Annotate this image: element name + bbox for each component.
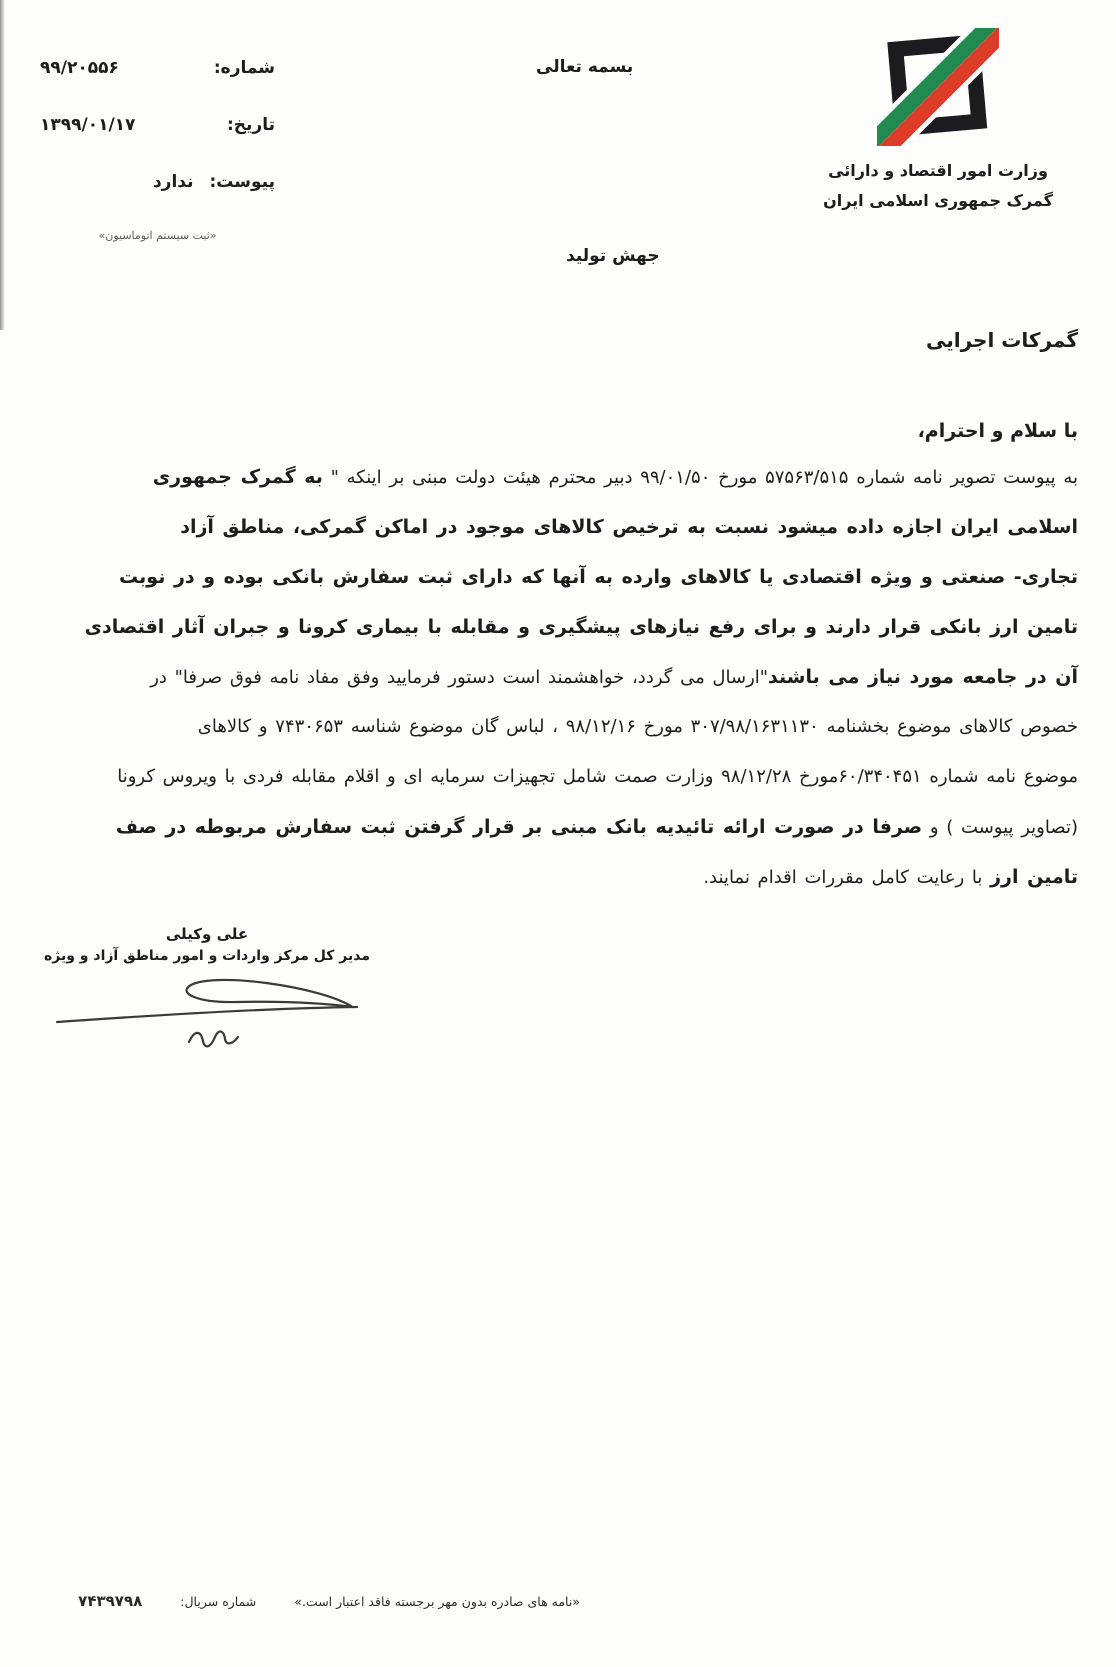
body-text-line: تامین ارز بانکی قرار دارند و برای رفع نیازهای پیشگیری و مقابله با بیماری کرونا و جبران آثار اقتصادی: [84, 616, 1078, 638]
body-text-line: موضوع نامه شماره ۶۰/۳۴۰۴۵۱مورخ ۹۸/۱۲/۲۸ وزارت صمت شامل تجهیزات سرمایه ای و اقلام مقابله فردی با ویروس کرونا: [117, 766, 1078, 787]
footer-validity-note: «نامه های صادره بدون مهر برجسته فاقد اعتبار است.»: [294, 1594, 580, 1609]
automation-registry-note: «ثبت سیستم اتوماسیون»: [98, 229, 217, 242]
letter-number-label: شماره:: [213, 58, 275, 78]
footer-row: [40, 1592, 580, 1610]
besmele-heading: بسمه تعالی: [536, 57, 634, 77]
signature-block: [42, 925, 372, 1062]
letter-number-value: ۹۹/۲۰۵۵۶: [40, 58, 119, 78]
signer-name: علی وکیلی: [165, 925, 249, 943]
body-text-line: آن در جامعه مورد نیاز می باشند"ارسال می گردد، خواهشمند است دستور فرمایید وفق مفاد نامه فوق صرفا" در: [150, 666, 1078, 688]
body-text-line: خصوص کالاهای موضوع بخشنامه ۳۰۷/۹۸/۱۶۳۱۱۳۰ مورخ ۹۸/۱۲/۱۶ ، لباس گان موضوع شناسه ۷۴۳۰۶۵۳ و کالاهای: [197, 716, 1078, 737]
organization-block: [788, 28, 1088, 216]
letter-number-row: [40, 58, 275, 78]
handwritten-signature: [47, 966, 367, 1058]
iran-customs-logo-icon: [877, 28, 999, 146]
body-text-line: تامین ارز با رعایت کامل مقررات اقدام نمایند.: [703, 866, 1078, 888]
letter-date-value: ۱۳۹۹/۰۱/۱۷: [40, 115, 136, 135]
signer-title: مدیر کل مرکز واردات و امور مناطق آزاد و ویژه: [44, 948, 370, 964]
letter-addressee: گمرکات اجرایی: [926, 328, 1078, 352]
letter-date-label: تاریخ:: [227, 115, 275, 135]
letter-date-row: [40, 115, 275, 135]
serial-number-value: ۷۴۳۹۷۹۸: [78, 1592, 143, 1610]
body-text-line: اسلامی ایران اجازه داده میشود نسبت به ترخیص کالاهای موجود در اماکن گمرکی، مناطق آزاد: [180, 516, 1078, 538]
body-text-line: (تصاویر پیوست ) و صرفا در صورت ارائه تائیدیه بانک مبنی بر قرار گرفتن ثبت سفارش مربوطه در صف: [115, 816, 1078, 838]
letter-attachment-value: ندارد: [152, 172, 194, 192]
letter-meta-block: [40, 58, 275, 242]
letter-body: [34, 452, 1078, 902]
serial-number-label: شماره سریال:: [180, 1594, 257, 1609]
body-text-line: به پیوست تصویر نامه شماره ۵۷۵۶۳/۵۱۵ مورخ ۹۹/۰۱/۵۰ دبیر محترم هیئت دولت مبنی بر اینکه " به گمرک جمهوری: [152, 466, 1078, 488]
letter-attachment-row: [40, 172, 275, 192]
customs-name: گمرک جمهوری اسلامی ایران: [823, 191, 1053, 210]
scan-edge-artifact: [0, 0, 5, 330]
letter-salutation: با سلام و احترام،: [917, 420, 1078, 442]
year-slogan: جهش تولید: [566, 246, 660, 266]
letter-attachment-label: پیوست:: [209, 172, 275, 192]
body-text-line: تجاری- صنعتی و ویژه اقتصادی یا کالاهای وارده به آنها که دارای ثبت سفارش بانکی بوده و در نوبت: [119, 566, 1078, 588]
ministry-name: وزارت امور اقتصاد و دارائی: [828, 161, 1048, 180]
